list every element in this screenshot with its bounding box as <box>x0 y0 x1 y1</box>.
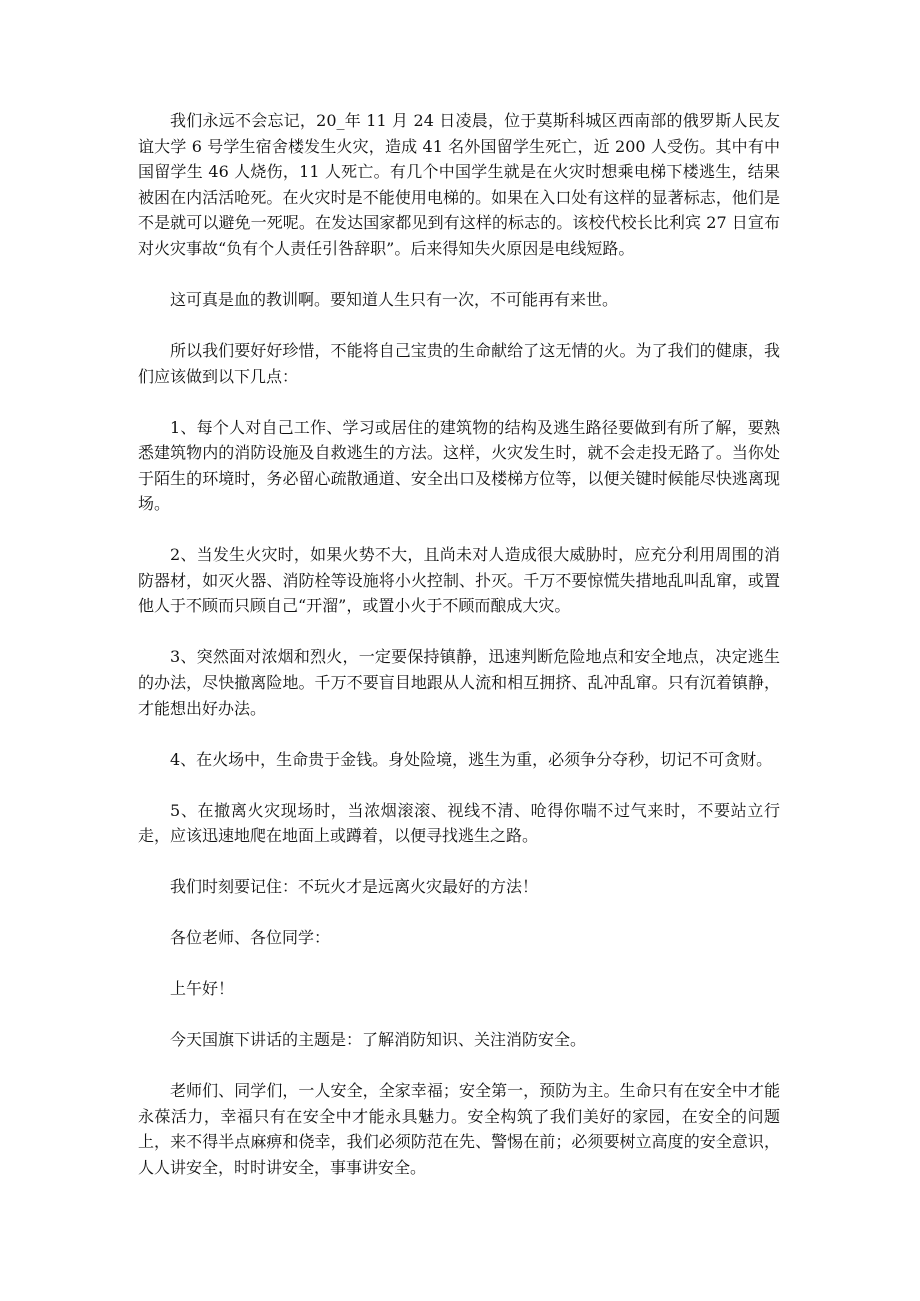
paragraph-safety-first: 老师们、同学们，一人安全，全家幸福；安全第一，预防为主。生命只有在安全中才能永葆活力，幸福只有在安全中才能永具魅力。安全构筑了我们美好的家园，在安全的问题上，来不得半点麻痹和侥幸，我们必须防范在先、警惕在前；必须要树立高度的安全意识，人人讲安全，时时讲安全，事事讲安全。 <box>138 1081 780 1177</box>
paragraph-point-1: 1、每个人对自己工作、学习或居住的建筑物的结构及逃生路径要做到有所了解，要熟悉建筑物内的消防设施及自救逃生的方法。这样，火灾发生时，就不会走投无路了。当你处于陌生的环境时，务必留心疏散通道、安全出口及楼梯方位等，以便关键时候能尽快逃离现场。 <box>138 417 780 514</box>
paragraph-cherish-life: 所以我们要好好珍惜，不能将自己宝贵的生命献给了这无情的火。为了我们的健康，我们应该做到以下几点： <box>138 340 780 386</box>
paragraph-point-5: 5、在撤离火灾现场时，当浓烟滚滚、视线不清、呛得你喘不过气来时，不要站立行走，应该迅速地爬在地面上或蹲着，以便寻找逃生之路。 <box>138 800 780 846</box>
paragraph-lesson: 这可真是血的教训啊。要知道人生只有一次，不可能再有来世。 <box>170 289 619 309</box>
paragraph-point-3: 3、突然面对浓烟和烈火，一定要保持镇静，迅速判断危险地点和安全地点，决定逃生的办法，尽快撤离险地。千万不要盲目地跟从人流和相互拥挤、乱冲乱窜。只有沉着镇静，才能想出好办法。 <box>138 647 780 718</box>
paragraph-remember: 我们时刻要记住：不玩火才是远离火灾最好的方法！ <box>170 877 539 897</box>
paragraph-speech-topic: 今天国旗下讲话的主题是：了解消防知识、关注消防安全。 <box>170 1030 587 1050</box>
paragraph-good-morning: 上午好！ <box>170 979 235 999</box>
paragraph-point-2: 2、当发生火灾时，如果火势不大，且尚未对人造成很大威胁时，应充分利用周围的消防器材，如灭火器、消防栓等设施将小火控制、扑灭。千万不要惊慌失措地乱叫乱窜，或置他人于不顾而只顾自己“开溜”，或置小火于不顾而酿成大灾。 <box>138 545 780 616</box>
paragraph-point-4: 4、在火场中，生命贵于金钱。身处险境，逃生为重，必须争分夺秒，切记不可贪财。 <box>170 749 773 769</box>
document-body <box>138 108 780 1181</box>
paragraph-fire-incident: 我们永远不会忘记，20_年 11 月 24 日凌晨，位于莫斯科城区西南部的俄罗斯人民友谊大学 6 号学生宿舍楼发生火灾，造成 41 名外国留学生死亡，近 200 人受伤。其中有中国留学生 46 人烧伤，11 人死亡。有几个中国学生就是在火灾时想乘电梯下楼逃生，结果被困在内活活呛死。在火灾时是不能使用电梯的。如果在入口处有这样的显著标志，他们是不是就可以避免一死呢。在发达国家都见到有这样的标志的。该校代校长比利宾 27 日宣布对火灾事故“负有个人责任引咎辞职”。后来得知失火原因是电线短路。 <box>138 111 780 258</box>
paragraph-greeting: 各位老师、各位同学： <box>170 928 331 948</box>
